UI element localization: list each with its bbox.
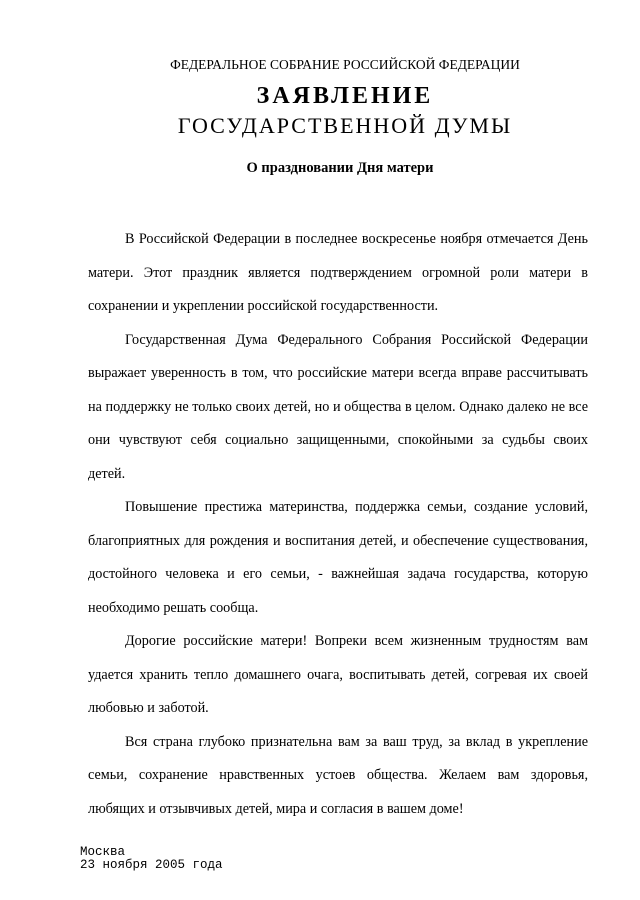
signature-block <box>80 846 223 872</box>
organization-heading: ФЕДЕРАЛЬНОЕ СОБРАНИЕ РОССИЙСКОЙ ФЕДЕРАЦИИ <box>170 57 520 72</box>
footer-city: Москва <box>80 845 126 859</box>
issuer-title: ГОСУДАРСТВЕННОЙ ДУМЫ <box>177 113 513 138</box>
document-subject: О праздновании Дня матери <box>246 160 434 176</box>
document-body <box>88 223 588 826</box>
body-paragraph-4: Дорогие российские матери! Вопреки всем жизненным трудностям вам удается хранить тепло домашнего очага, воспитывать детей, согревая их своей любовью и заботой. <box>88 633 588 716</box>
body-paragraph-3: Повышение престижа материнства, поддержка семьи, создание условий, благоприятных для рождения и воспитания детей, и обеспечение существования, достойного человека и его семьи, - важнейшая задача государства, которую необходимо решать сообща. <box>88 499 588 616</box>
body-paragraph-5: Вся страна глубоко признательна вам за ваш труд, за вклад в укрепление семьи, сохранение нравственных устоев общества. Желаем вам здоровья, любящих и отзывчивых детей, мира и согласия в вашем доме! <box>88 733 588 817</box>
footer-date: 23 ноября 2005 года <box>80 858 223 872</box>
document-type-title: ЗАЯВЛЕНИЕ <box>256 83 434 109</box>
body-paragraph-2: Государственная Дума Федерального Собрания Российской Федерации выражает уверенность в том, что российские матери всегда вправе рассчитывать на поддержку не только своих детей, но и общества в целом. Однако далеко не все они чувствуют себя социально защищенными, спокойными за судьбы своих детей. <box>88 331 588 482</box>
body-paragraph-1: В Российской Федерации в последнее воскресенье ноября отмечается День матери. Этот праздник является подтверждением огромной роли матери в сохранении и укреплении российской государственности. <box>88 231 588 314</box>
